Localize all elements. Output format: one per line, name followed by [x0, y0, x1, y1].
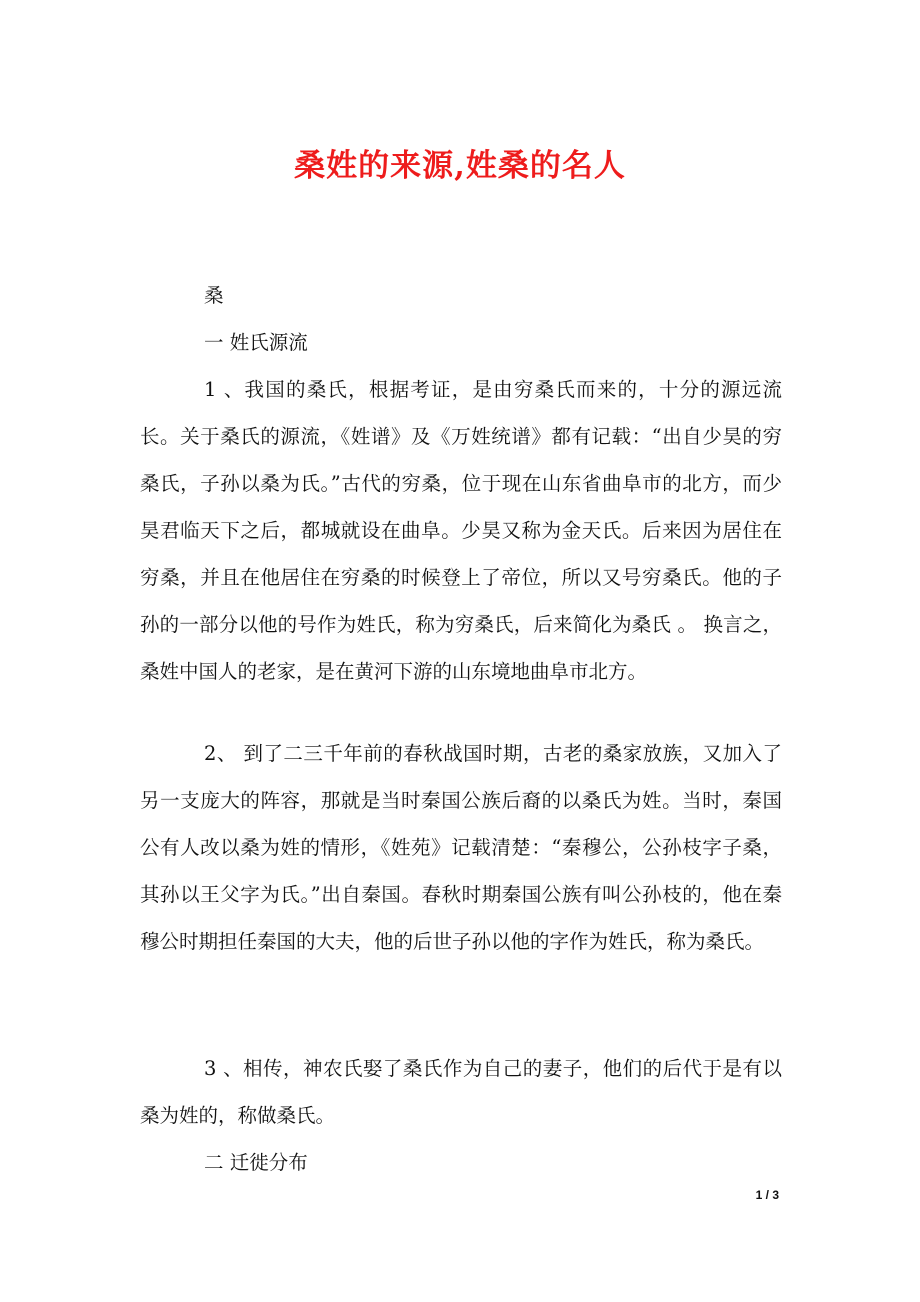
section-heading-migration: 二 迁徙分布: [204, 1151, 308, 1174]
section-heading-origin: 一 姓氏源流: [204, 331, 308, 354]
document-title: 桑姓的来源,姓桑的名人: [294, 148, 626, 184]
paragraph-origin-2: 2、 到了二三千年前的春秋战国时期，古老的桑家放族，又加入了另一支庞大的阵容，那就是当时秦国公族后裔的以桑氏为姓。当时，秦国公有人改以桑为姓的情形，《姓苑》记载清楚：“秦穆公，公孙枝字子桑，其孙以王父字为氏。”出自秦国。春秋时期秦国公族有叫公孙枝的，他在秦穆公时期担任秦国的大夫，他的后世子孙以他的字作为姓氏，称为桑氏。: [140, 742, 782, 953]
paragraph-origin-1: 1 、我国的桑氏，根据考证，是由穷桑氏而来的，十分的源远流长。关于桑氏的源流，《姓谱》及《万姓统谱》都有记载：“出自少昊的穷桑氏，子孙以桑为氏。”古代的穷桑，位于现在山东省曲阜市的北方，而少昊君临天下之后，都城就设在曲阜。少昊又称为金天氏。后来因为居住在穷桑，并且在他居住在穷桑的时候登上了帝位，所以又号穷桑氏。他的子孙的一部分以他的号作为姓氏，称为穷桑氏，后来简化为桑氏 。 换言之，桑姓中国人的老家，是在黄河下游的山东境地曲阜市北方。: [140, 378, 782, 683]
paragraph-origin-3: 3 、相传，神农氏娶了桑氏作为自己的妻子，他们的后代于是有以桑为姓的，称做桑氏。: [140, 1057, 782, 1127]
page-number: 1 / 3: [755, 1188, 779, 1202]
surname-heading: 桑: [204, 284, 224, 307]
